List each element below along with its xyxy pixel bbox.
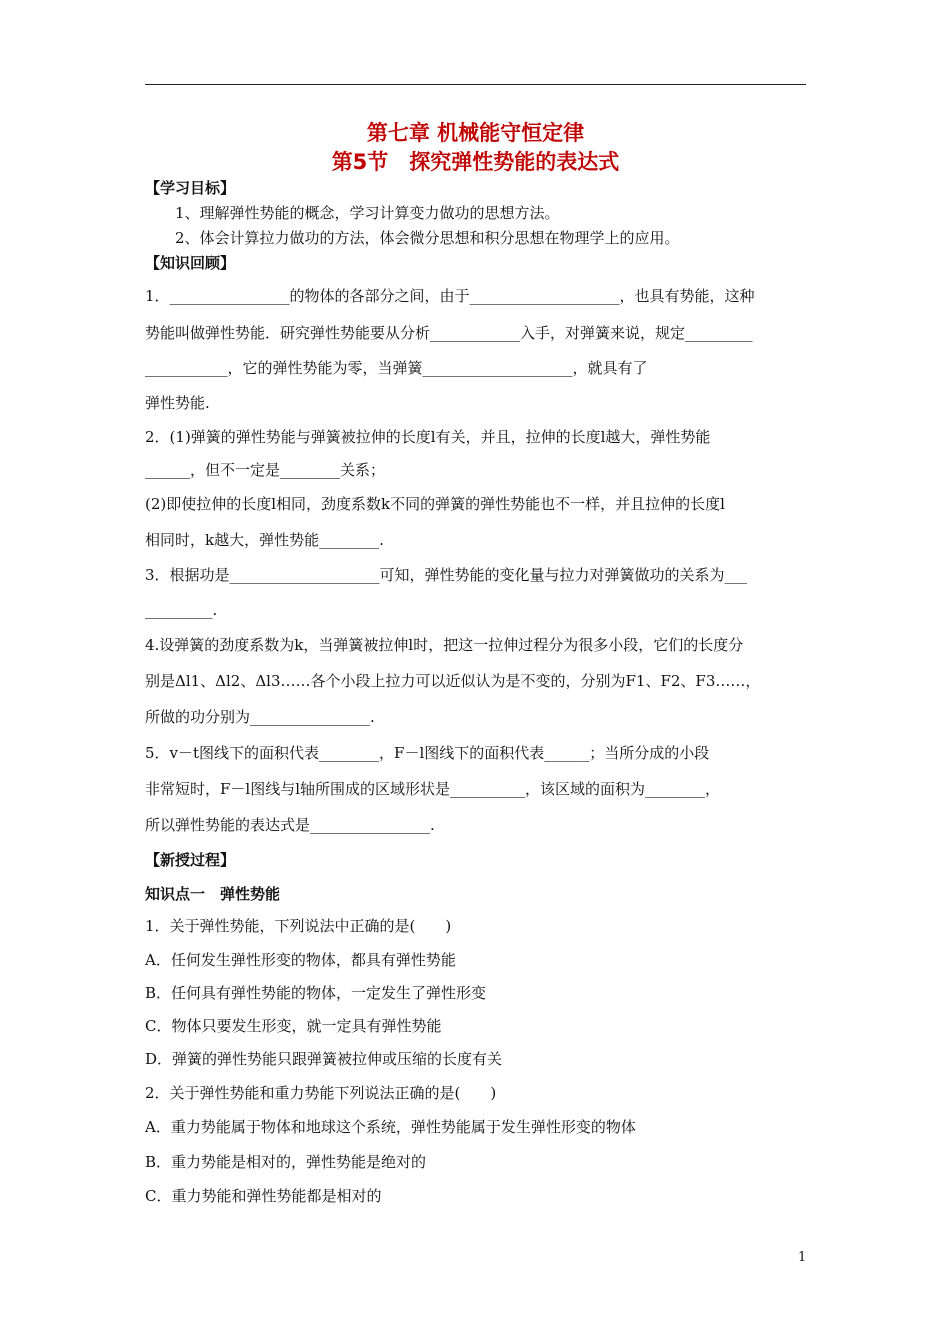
question-line: B．任何具有弹性势能的物体，一定发生了弹性形变 [145, 984, 487, 1002]
section-title: 第5节 探究弹性势能的表达式 [331, 150, 620, 174]
new-lesson-heading: 【新授过程】 [145, 851, 236, 869]
review-heading: 【知识回顾】 [145, 254, 236, 272]
review-line: ___________，它的弹性势能为零，当弹簧____________________，就具有了 [145, 359, 648, 377]
question-line: B．重力势能是相对的，弹性势能是绝对的 [145, 1153, 427, 1171]
knowledge-point-heading: 知识点一 弹性势能 [145, 885, 281, 903]
question-line: C．物体只要发生形变，就一定具有弹性势能 [145, 1017, 442, 1035]
review-line: 相同时，k越大，弹性势能________. [145, 531, 384, 549]
review-line: ______，但不一定是________关系； [145, 461, 386, 479]
review-line: 势能叫做弹性势能．研究弹性势能要从分析____________入手，对弹簧来说，规定_________ [145, 324, 753, 342]
question-line: 1．关于弹性势能，下列说法中正确的是( ) [145, 917, 452, 935]
review-line: 所以弹性势能的表达式是________________. [145, 816, 435, 834]
review-line: 别是Δl1、Δl2、Δl3……各个小段上拉力可以近似认为是不变的，分别为F1、F2、F3……， [145, 672, 761, 690]
question-line: A．重力势能属于物体和地球这个系统，弹性势能属于发生弹性形变的物体 [145, 1118, 636, 1136]
review-line: 2．(1)弹簧的弹性势能与弹簧被拉伸的长度l有关，并且，拉伸的长度l越大，弹性势能 [145, 428, 711, 446]
question-line: 2．关于弹性势能和重力势能下列说法正确的是( ) [145, 1084, 497, 1102]
review-line: 3．根据功是____________________可知，弹性势能的变化量与拉力对弹簧做功的关系为___ [145, 566, 748, 584]
page-number: 1 [798, 1250, 807, 1265]
chapter-title: 第七章 机械能守恒定律 [366, 121, 585, 145]
review-line: (2)即使拉伸的长度l相同，劲度系数k不同的弹簧的弹性势能也不一样，并且拉伸的长度l [145, 495, 725, 513]
question-line: A．任何发生弹性形变的物体，都具有弹性势能 [145, 951, 456, 969]
review-line: 5．v－t图线下的面积代表________，F－l图线下的面积代表______；当所分成的小段 [145, 744, 710, 762]
review-line: _________. [145, 601, 218, 619]
review-line: 弹性势能. [145, 394, 210, 412]
objective-item: 2、体会计算拉力做功的方法，体会微分思想和积分思想在物理学上的应用。 [175, 229, 680, 247]
objectives-heading: 【学习目标】 [145, 179, 236, 197]
review-line: 4.设弹簧的劲度系数为k，当弹簧被拉伸l时，把这一拉伸过程分为很多小段，它们的长度分 [145, 636, 744, 654]
review-line: 非常短时，F－l图线与l轴所围成的区域形状是__________，该区域的面积为________， [145, 780, 721, 798]
objective-item: 1、理解弹性势能的概念，学习计算变力做功的思想方法。 [175, 204, 560, 222]
question-line: C．重力势能和弹性势能都是相对的 [145, 1187, 382, 1205]
review-line: 所做的功分别为________________. [145, 708, 375, 726]
header-rule [145, 84, 806, 85]
review-line: 1．________________的物体的各部分之间，由于____________________，也具有势能，这种 [145, 287, 755, 305]
question-line: D．弹簧的弹性势能只跟弹簧被拉伸或压缩的长度有关 [145, 1050, 503, 1068]
